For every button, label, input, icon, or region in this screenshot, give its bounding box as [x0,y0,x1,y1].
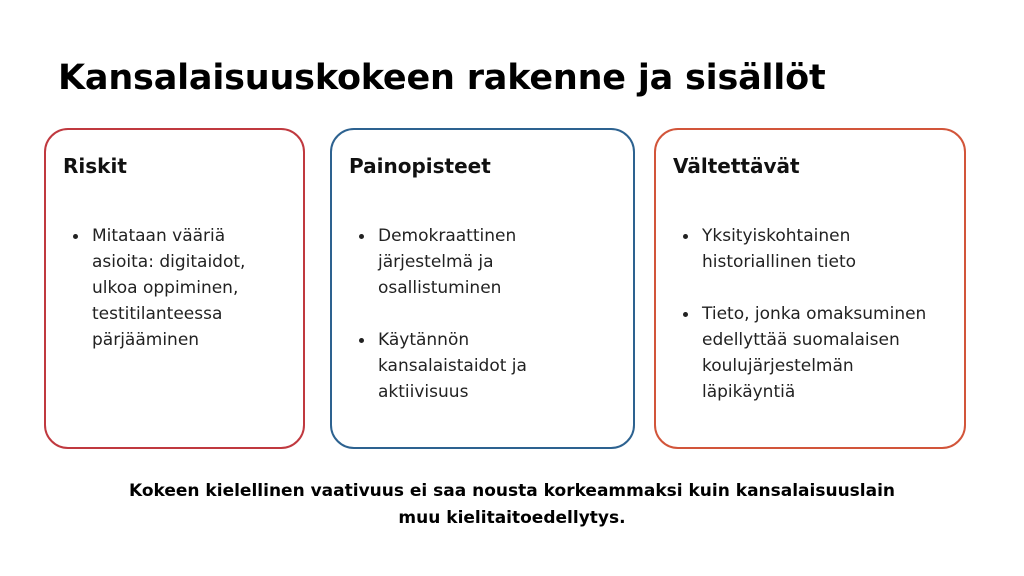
list-item-text: Mitataan vääriä asioita: digitaidot, ulkoa oppiminen, testitilanteessa pärjääminen [92,226,246,350]
footer-note: Kokeen kielellinen vaativuus ei saa nousta korkeammaksi kuin kansalaisuuslain muu kielitaitoedellytys. [128,481,896,528]
bullet-icon [359,338,364,343]
bullet-icon [683,312,688,317]
bullet-icon [683,234,688,239]
risks-card [44,128,305,449]
avoid-card [654,128,966,449]
bullet-icon [359,234,364,239]
list-item-text: Demokraattinen järjestelmä ja osallistuminen [378,226,517,298]
list-item [73,223,278,353]
bullet-icon [73,234,78,239]
focus-areas-heading: Painopisteet [349,154,491,178]
list-item-text: Käytännön kansalaistaidot ja aktiivisuus [378,330,527,402]
list-item [683,301,945,405]
avoid-list [683,223,945,405]
avoid-heading: Vältettävät [673,154,800,178]
list-item [683,223,945,275]
risks-heading: Riskit [63,154,127,178]
list-item-text: Tieto, jonka omaksuminen edellyttää suomalaisen koulujärjestelmän läpikäyntiä [702,304,927,402]
risks-list [73,223,278,353]
list-item-text: Yksityiskohtainen historiallinen tieto [702,226,857,272]
focus-areas-list [359,223,554,405]
page-title: Kansalaisuuskokeen rakenne ja sisällöt [58,58,826,98]
list-item [359,223,554,301]
list-item [359,327,554,405]
focus-areas-card [330,128,635,449]
